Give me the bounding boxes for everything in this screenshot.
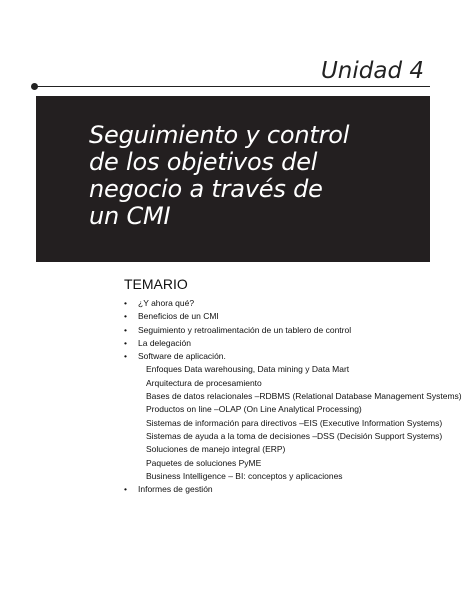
list-item: [124, 297, 454, 310]
temario-list: [124, 297, 462, 496]
list-item-label: Beneficios de un CMI: [138, 311, 219, 322]
bullet-icon: •: [124, 351, 127, 362]
list-item: [124, 483, 454, 496]
list-item-label: La delegación: [138, 337, 191, 348]
chapter-title-line: negocio a través de: [89, 175, 323, 203]
chapter-title-line: Seguimiento y control: [89, 121, 350, 149]
list-subitem: Soluciones de manejo integral (ERP): [146, 444, 286, 455]
list-item-label: Software de aplicación.: [138, 351, 226, 362]
unit-label: Unidad 4: [320, 58, 424, 84]
list-subitem: Paquetes de soluciones PyME: [146, 457, 262, 468]
chapter-title-line: un CMI: [89, 202, 171, 230]
list-subitem: Sistemas de ayuda a la toma de decisiones –DSS (Decisión Support Systems): [146, 430, 443, 441]
list-item: [124, 324, 454, 337]
list-subitem: Enfoques Data warehousing, Data mining y Data Mart: [146, 364, 350, 375]
list-item: [124, 337, 454, 350]
list-item: [124, 350, 454, 363]
bullet-icon: •: [124, 484, 127, 495]
header-rule: [34, 86, 430, 87]
chapter-title-line: de los objetivos del: [89, 148, 318, 176]
list-item-label: Seguimiento y retroalimentación de un tablero de control: [138, 324, 352, 335]
bullet-icon: •: [124, 337, 127, 348]
chapter-title: [89, 122, 409, 230]
bullet-icon: •: [124, 298, 127, 308]
list-subitem: Arquitectura de procesamiento: [146, 377, 262, 388]
list-item-label: ¿Y ahora qué?: [138, 298, 195, 308]
bullet-icon: •: [124, 311, 127, 322]
list-subitem: Business Intelligence – BI: conceptos y aplicaciones: [146, 470, 343, 481]
list-item-label: Informes de gestión: [138, 484, 213, 495]
temario-heading: TEMARIO: [124, 276, 188, 292]
list-subitem: Sistemas de información para directivos –EIS (Executive Information Systems): [146, 417, 443, 428]
bullet-icon: •: [124, 324, 127, 335]
list-subitem: Bases de datos relacionales –RDBMS (Relational Database Management Systems): [146, 391, 462, 402]
list-item: [124, 310, 454, 323]
list-subitem: Productos on line –OLAP (On Line Analytical Processing): [146, 404, 362, 415]
